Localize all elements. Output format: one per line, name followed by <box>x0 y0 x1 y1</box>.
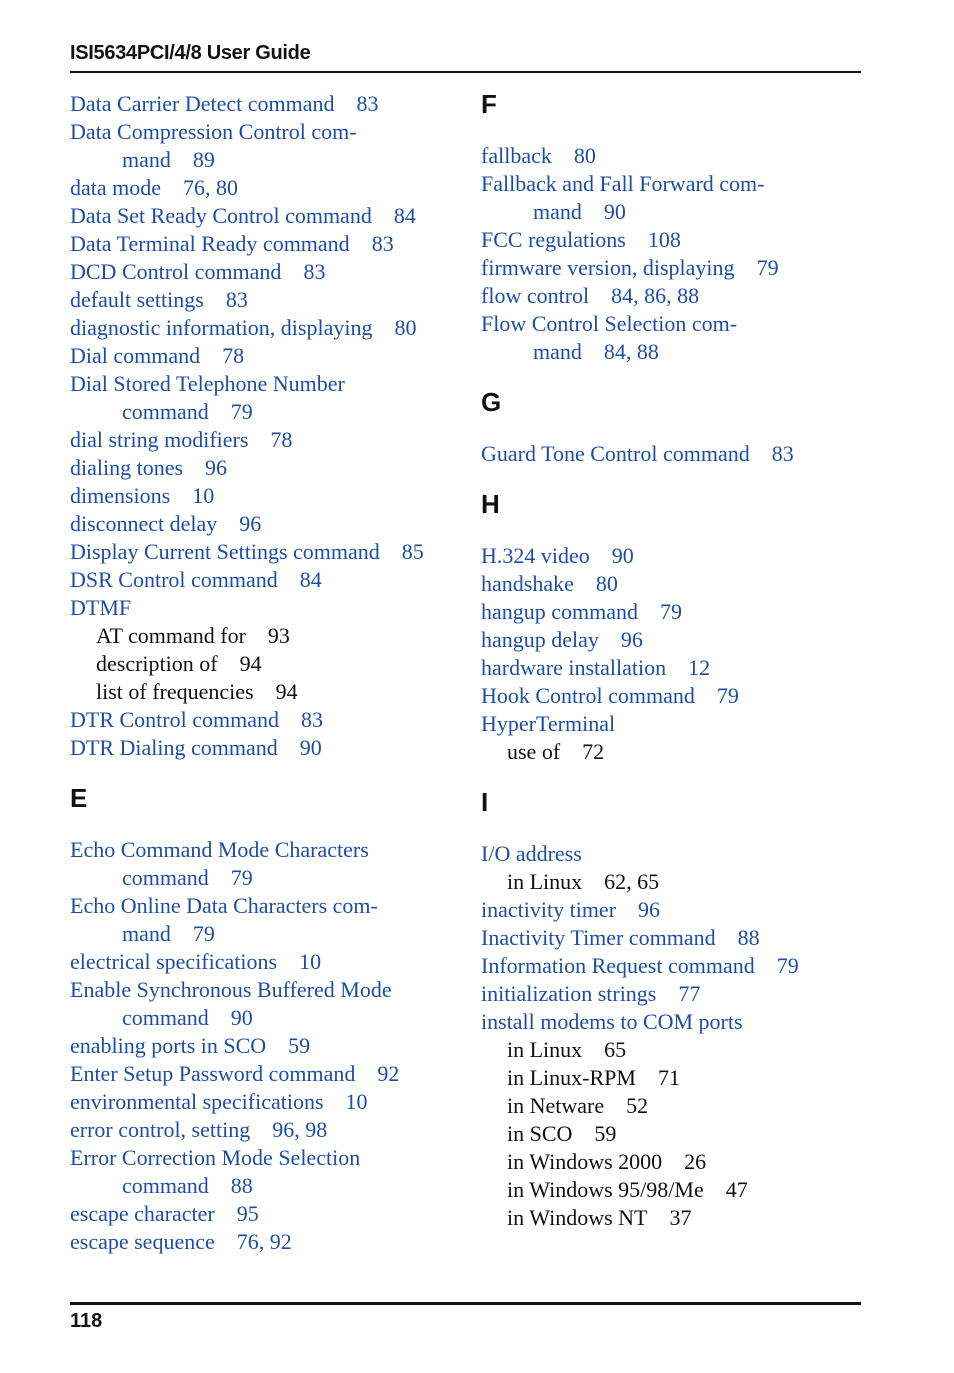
index-entry-text: in Windows 2000 <box>507 1149 663 1174</box>
index-entry-link[interactable] <box>70 314 460 342</box>
index-section-letter: F <box>481 89 497 119</box>
index-entry-text: escape character <box>70 1201 215 1226</box>
index-entry-text: H.324 video <box>481 543 590 568</box>
index-subentry <box>481 1176 861 1204</box>
index-entry-link[interactable] <box>70 734 460 762</box>
index-section-letter: H <box>481 489 500 519</box>
index-page-numbers: 88 <box>737 925 760 950</box>
index-section-letter: E <box>70 783 88 813</box>
index-entry-text: Data Set Ready Control command <box>70 203 372 228</box>
index-entry-link[interactable] <box>481 896 861 924</box>
index-entry-text: mand <box>533 339 582 364</box>
index-entry-link[interactable] <box>70 892 460 920</box>
index-entry-link[interactable] <box>70 566 460 594</box>
index-entry-link[interactable] <box>70 1144 460 1172</box>
index-entry-link[interactable] <box>70 1200 460 1228</box>
index-entry-text: Data Compression Control com- <box>70 119 357 144</box>
index-page-numbers: 77 <box>678 981 701 1006</box>
index-entry-link[interactable] <box>70 836 460 864</box>
index-page-numbers: 96 <box>638 897 661 922</box>
index-entry-text: Flow Control Selection com- <box>481 311 738 336</box>
index-entry-link[interactable] <box>481 542 861 570</box>
index-page-numbers: 59 <box>288 1033 311 1058</box>
index-page-numbers: 90 <box>603 199 626 224</box>
index-subentry <box>481 1120 861 1148</box>
index-entry-link[interactable] <box>481 1008 861 1036</box>
index-page-numbers: 10 <box>345 1089 368 1114</box>
index-page-numbers: 47 <box>725 1177 748 1202</box>
header-rule <box>70 71 861 73</box>
index-entry-text: fallback <box>481 143 552 168</box>
index-entry-continuation[interactable] <box>70 864 460 892</box>
index-subentry <box>481 1064 861 1092</box>
index-page-numbers: 88 <box>230 1173 253 1198</box>
index-page-numbers: 84 <box>393 203 416 228</box>
index-entry-link[interactable] <box>70 706 460 734</box>
index-page-numbers: 84, 86, 88 <box>611 283 700 308</box>
index-column-left <box>70 90 460 1256</box>
index-entry-link[interactable] <box>70 90 460 118</box>
index-page-numbers: 96, 98 <box>272 1117 328 1142</box>
index-page-numbers: 94 <box>239 651 262 676</box>
index-entry-text: mand <box>122 147 171 172</box>
index-entry-link[interactable] <box>481 226 861 254</box>
index-entry-link[interactable] <box>70 118 460 146</box>
index-entry-link[interactable] <box>70 1060 460 1088</box>
index-subentry <box>481 1036 861 1064</box>
index-page-numbers: 92 <box>377 1061 400 1086</box>
index-page-numbers: 10 <box>299 949 322 974</box>
index-entry-text: description of <box>96 651 218 676</box>
index-page-numbers: 76, 80 <box>183 175 239 200</box>
index-entry-link[interactable] <box>481 980 861 1008</box>
index-page-numbers: 93 <box>267 623 290 648</box>
index-entry-link[interactable] <box>481 840 861 868</box>
index-entry-text: mand <box>122 921 171 946</box>
index-entry-link[interactable] <box>481 170 861 198</box>
index-entry-link[interactable] <box>481 570 861 598</box>
index-entry-text: escape sequence <box>70 1229 215 1254</box>
index-page-numbers: 108 <box>647 227 681 252</box>
index-subentry <box>70 678 460 706</box>
index-entry-link[interactable] <box>70 594 460 622</box>
section-spacer <box>70 812 460 836</box>
index-entry-link[interactable] <box>481 142 861 170</box>
index-entry-continuation[interactable] <box>481 338 861 366</box>
index-subentry <box>481 1204 861 1232</box>
index-entry-text: Enable Synchronous Buffered Mode <box>70 977 392 1002</box>
index-entry-text: Enter Setup Password command <box>70 1061 356 1086</box>
index-entry-text: in Linux <box>507 869 583 894</box>
index-entry-link[interactable] <box>481 598 861 626</box>
index-entry-link[interactable] <box>70 1032 460 1060</box>
page-number: 118 <box>70 1310 103 1332</box>
index-page-numbers: 37 <box>669 1205 692 1230</box>
index-entry-text: Echo Online Data Characters com- <box>70 893 378 918</box>
index-entry-link[interactable] <box>70 202 460 230</box>
index-subentry <box>481 1148 861 1176</box>
index-entry-text: dial string modifiers <box>70 427 249 452</box>
index-page-numbers: 95 <box>236 1201 259 1226</box>
index-page-numbers: 72 <box>582 739 605 764</box>
index-entry-text: DTR Dialing command <box>70 735 278 760</box>
index-page-numbers: 83 <box>225 287 248 312</box>
index-page-numbers: 52 <box>626 1093 649 1118</box>
index-entry-text: hangup delay <box>481 627 599 652</box>
index-entry-text: Fallback and Fall Forward com- <box>481 171 765 196</box>
section-spacer <box>481 118 861 142</box>
index-page-numbers: 96 <box>620 627 643 652</box>
index-entry-text: Data Terminal Ready command <box>70 231 350 256</box>
index-subentry <box>70 622 460 650</box>
index-entry-link[interactable] <box>70 1116 460 1144</box>
index-page-numbers: 65 <box>604 1037 627 1062</box>
index-subentry <box>481 738 861 766</box>
index-entry-link[interactable] <box>70 286 460 314</box>
index-entry-text: error control, setting <box>70 1117 251 1142</box>
index-subentry <box>481 868 861 896</box>
index-entry-text: AT command for <box>96 623 246 648</box>
index-entry-text: dialing tones <box>70 455 184 480</box>
index-entry-link[interactable] <box>70 1088 460 1116</box>
index-page-numbers: 26 <box>684 1149 707 1174</box>
index-entry-link[interactable] <box>481 310 861 338</box>
index-entry-text: Hook Control command <box>481 683 695 708</box>
index-page-numbers: 12 <box>688 655 711 680</box>
index-entry-link[interactable] <box>70 174 460 202</box>
index-entry-text: Information Request command <box>481 953 755 978</box>
index-page-numbers: 83 <box>371 231 394 256</box>
index-entry-text: Dial command <box>70 343 201 368</box>
index-page-numbers: 59 <box>594 1121 617 1146</box>
index-entry-text: Inactivity Timer command <box>481 925 716 950</box>
index-entry-text: command <box>122 399 209 424</box>
index-entry-text: data mode <box>70 175 162 200</box>
index-entry-link[interactable] <box>70 426 460 454</box>
index-page-numbers: 62, 65 <box>604 869 660 894</box>
index-entry-continuation[interactable] <box>481 198 861 226</box>
index-entry-text: in Netware <box>507 1093 605 1118</box>
section-spacer <box>481 518 861 542</box>
index-page-numbers: 76, 92 <box>236 1229 292 1254</box>
index-subentry <box>70 650 460 678</box>
index-entry-link[interactable] <box>481 682 861 710</box>
index-page-numbers: 90 <box>611 543 634 568</box>
index-page-numbers: 89 <box>192 147 215 172</box>
section-spacer <box>481 816 861 840</box>
index-entry-text: Guard Tone Control command <box>481 441 750 466</box>
index-entry-text: use of <box>507 739 561 764</box>
index-entry-text: FCC regulations <box>481 227 626 252</box>
index-entry-text: DTR Control command <box>70 707 279 732</box>
index-page-numbers: 83 <box>303 259 326 284</box>
index-entry-text: HyperTerminal <box>481 711 616 736</box>
index-page-numbers: 79 <box>776 953 799 978</box>
index-entry-text: handshake <box>481 571 574 596</box>
index-entry-text: environmental specifications <box>70 1089 324 1114</box>
index-entry-link[interactable] <box>481 924 861 952</box>
index-entry-link[interactable] <box>70 370 460 398</box>
index-entry-text: Data Carrier Detect command <box>70 91 335 116</box>
index-page-numbers: 79 <box>756 255 779 280</box>
index-page-numbers: 79 <box>230 865 253 890</box>
index-entry-text: command <box>122 1173 209 1198</box>
index-entry-text: default settings <box>70 287 204 312</box>
index-entry-text: initialization strings <box>481 981 657 1006</box>
index-entry-link[interactable] <box>481 254 861 282</box>
index-page-numbers: 80 <box>573 143 596 168</box>
index-subentry <box>481 1092 861 1120</box>
index-page-numbers: 79 <box>716 683 739 708</box>
index-entry-continuation[interactable] <box>70 398 460 426</box>
index-entry-continuation[interactable] <box>70 146 460 174</box>
index-entry-text: dimensions <box>70 483 171 508</box>
index-entry-continuation[interactable] <box>70 920 460 948</box>
index-entry-link[interactable] <box>70 454 460 482</box>
index-entry-text: in Linux <box>507 1037 583 1062</box>
index-entry-text: flow control <box>481 283 590 308</box>
index-section-letter: I <box>481 787 489 817</box>
index-entry-link[interactable] <box>481 952 861 980</box>
index-entry-link[interactable] <box>481 282 861 310</box>
index-entry-text: firmware version, displaying <box>481 255 735 280</box>
index-page-numbers: 78 <box>270 427 293 452</box>
index-page-numbers: 96 <box>239 511 262 536</box>
index-entry-text: command <box>122 865 209 890</box>
index-entry-text: mand <box>533 199 582 224</box>
index-page-numbers: 83 <box>771 441 794 466</box>
index-entry-link[interactable] <box>481 440 861 468</box>
index-entry-text: in Linux-RPM <box>507 1065 636 1090</box>
index-page-numbers: 80 <box>595 571 618 596</box>
index-entry-text: command <box>122 1005 209 1030</box>
index-entry-text: DCD Control command <box>70 259 282 284</box>
index-entry-link[interactable] <box>70 948 460 976</box>
index-entry-text: in Windows NT <box>507 1205 648 1230</box>
index-entry-continuation[interactable] <box>70 1172 460 1200</box>
index-entry-text: Error Correction Mode Selection <box>70 1145 361 1170</box>
index-page-numbers: 94 <box>275 679 298 704</box>
index-entry-text: hangup command <box>481 599 639 624</box>
index-page-numbers: 79 <box>230 399 253 424</box>
index-column-right <box>481 90 861 1232</box>
index-entry-text: Echo Command Mode Characters <box>70 837 369 862</box>
index-page-numbers: 84 <box>299 567 322 592</box>
index-entry-text: inactivity timer <box>481 897 617 922</box>
index-entry-text: disconnect delay <box>70 511 218 536</box>
index-entry-link[interactable] <box>70 258 460 286</box>
index-page-numbers: 71 <box>657 1065 680 1090</box>
index-entry-text: DTMF <box>70 595 132 620</box>
index-page-numbers: 10 <box>192 483 215 508</box>
index-entry-text: electrical specifications <box>70 949 278 974</box>
index-entry-text: in Windows 95/98/Me <box>507 1177 704 1202</box>
index-entry-link[interactable] <box>70 342 460 370</box>
index-entry-link[interactable] <box>70 230 460 258</box>
index-entry-link[interactable] <box>70 482 460 510</box>
index-page-numbers: 90 <box>299 735 322 760</box>
index-page-numbers: 78 <box>222 343 245 368</box>
index-entry-link[interactable] <box>481 710 861 738</box>
index-section-letter: G <box>481 387 502 417</box>
index-entry-text: list of frequencies <box>96 679 254 704</box>
index-page-numbers: 83 <box>300 707 323 732</box>
index-entry-continuation[interactable] <box>70 1004 460 1032</box>
page-header-title: ISI5634PCI/4/8 User Guide <box>70 42 311 64</box>
index-entry-text: hardware installation <box>481 655 667 680</box>
index-entry-text: diagnostic information, displaying <box>70 315 373 340</box>
index-entry-text: I/O address <box>481 841 582 866</box>
index-entry-link[interactable] <box>70 1228 460 1256</box>
index-entry-link[interactable] <box>481 626 861 654</box>
index-page-numbers: 79 <box>660 599 683 624</box>
index-page-numbers: 80 <box>394 315 417 340</box>
index-page-numbers: 79 <box>192 921 215 946</box>
index-entry-link[interactable] <box>70 976 460 1004</box>
index-entry-text: install modems to COM ports <box>481 1009 743 1034</box>
index-entry-text: DSR Control command <box>70 567 278 592</box>
footer-rule <box>70 1302 861 1305</box>
index-entry-link[interactable] <box>70 538 460 566</box>
index-entry-text: enabling ports in SCO <box>70 1033 267 1058</box>
index-page-numbers: 84, 88 <box>603 339 659 364</box>
index-entry-link[interactable] <box>70 510 460 538</box>
index-page-numbers: 90 <box>230 1005 253 1030</box>
index-page-numbers: 83 <box>356 91 379 116</box>
index-entry-text: Display Current Settings command <box>70 539 380 564</box>
section-spacer <box>481 416 861 440</box>
index-page-numbers: 96 <box>205 455 228 480</box>
index-entry-text: Dial Stored Telephone Number <box>70 371 345 396</box>
index-entry-link[interactable] <box>481 654 861 682</box>
index-page-numbers: 85 <box>401 539 424 564</box>
index-entry-text: in SCO <box>507 1121 573 1146</box>
